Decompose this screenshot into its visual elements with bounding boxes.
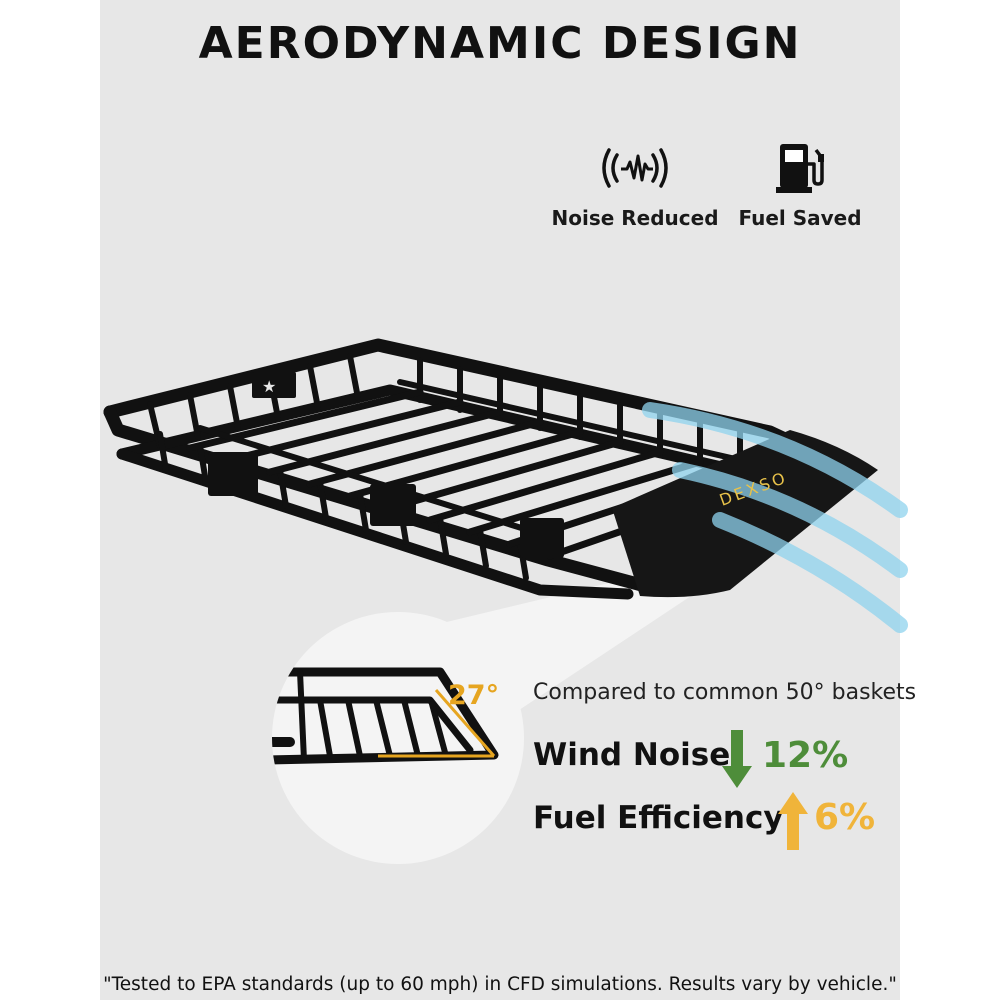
fuel-efficiency-label: Fuel Efficiency — [533, 800, 784, 836]
arrow-up-icon — [778, 792, 808, 850]
wind-noise-value: 12% — [762, 735, 849, 776]
comparison-intro: Compared to common 50° baskets — [533, 680, 917, 705]
arrow-down-icon — [722, 730, 752, 788]
footnote: "Tested to EPA standards (up to 60 mph) in CFD simulations. Results vary by vehicle." — [103, 974, 897, 995]
page-title: AERODYNAMIC DESIGN — [198, 18, 802, 69]
wind-noise-label: Wind Noise — [533, 737, 731, 773]
feature-label: Fuel Saved — [738, 206, 862, 230]
svg-text:★: ★ — [262, 377, 277, 396]
fuel-efficiency-value: 6% — [814, 797, 876, 838]
brand-logo: DEXSO — [716, 467, 791, 510]
angle-label: 27° — [448, 680, 500, 711]
feature-label: Noise Reduced — [551, 206, 719, 230]
